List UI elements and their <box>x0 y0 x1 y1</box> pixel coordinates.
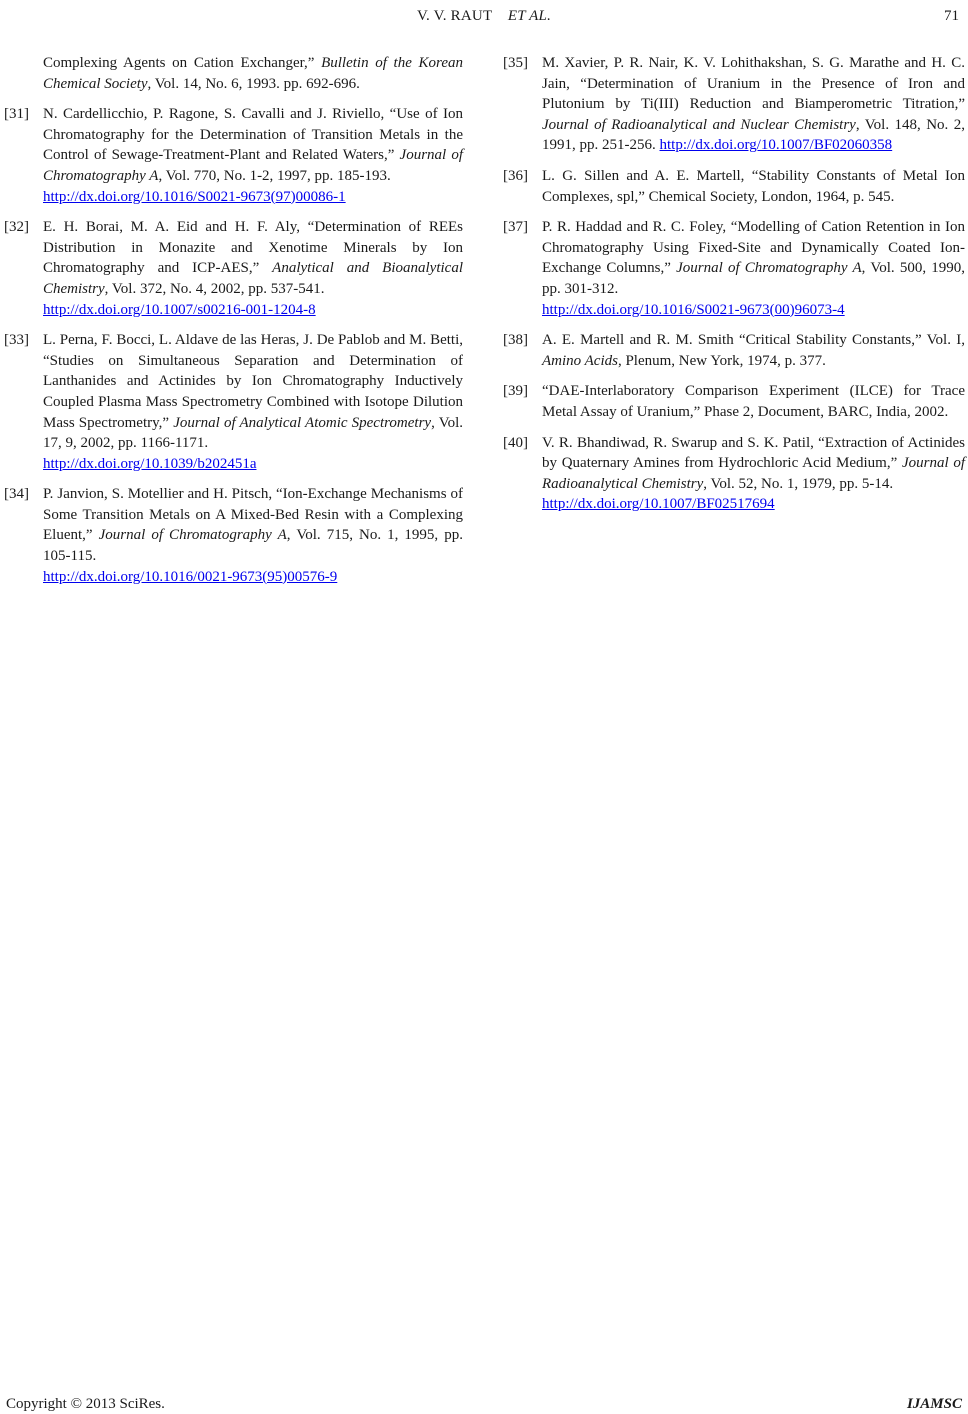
reference-text: A. E. Martell and R. M. Smith “Critical Stability Constants,” Vol. I, <box>542 332 965 349</box>
reference-number: [34] <box>4 486 29 503</box>
reference-text: , Vol. 770, No. 1-2, 1997, pp. 185-193. <box>158 167 391 184</box>
reference-number: [33] <box>4 332 29 349</box>
reference-item <box>503 433 965 515</box>
reference-journal: Bulletin of the Korean Chemical Society <box>43 55 463 92</box>
reference-text: , Vol. 372, No. 4, 2002, pp. 537-541. <box>104 280 325 297</box>
reference-item <box>503 166 965 207</box>
reference-item <box>4 484 463 587</box>
reference-text: “DAE-Interlaboratory Comparison Experiment (ILCE) for Trace Metal Assay of Uranium,” Phase 2, Document, BARC, India, 2002. <box>542 383 965 420</box>
reference-text: L. G. Sillen and A. E. Martell, “Stability Constants of Metal Ion Complexes, spl,” Chemical Society, London, 1964, p. 545. <box>542 167 965 205</box>
reference-number: [39] <box>503 383 528 400</box>
journal-abbreviation: IJAMSC <box>906 1396 962 1412</box>
reference-journal: Journal of Radioanalytical Chemistry <box>542 455 965 492</box>
reference-journal: Amino Acids <box>542 352 618 369</box>
reference-number: [37] <box>503 219 528 236</box>
reference-text: P. R. Haddad and R. C. Foley, “Modelling of Cation Retention in Ion Chromatography Using Fixed-Site and Dynamically Coated Ion-Exchange Columns,” <box>542 219 965 277</box>
reference-journal: Journal of Chromatography A <box>676 260 862 277</box>
reference-text: E. H. Borai, M. A. Eid and H. F. Aly, “Determination of REEs Distribution in Monazite and Xenotime Minerals by Ion Chromatography and ICP-AES,” <box>43 219 463 277</box>
reference-text: , Plenum, New York, 1974, p. 377. <box>617 352 826 369</box>
reference-text: , Vol. 715, No. 1, 1995, pp. 105-115. <box>43 527 463 565</box>
reference-item <box>4 104 463 207</box>
reference-text: P. Janvion, S. Motellier and H. Pitsch, “Ion-Exchange Mechanisms of Some Transition Metals on A Mixed-Bed Resin with a Complexing Eluent,” <box>43 486 463 544</box>
reference-text: L. Perna, F. Bocci, L. Aldave de las Heras, J. De Pablob and M. Betti, “Studies on Simultaneous Separation and Determination of Lanthanides and Actinides by Ion Chromatography Inductively Coupled Plasma Mass Spectrometry Combined with Isotope Dilution Mass Spectrometry,” <box>43 332 463 431</box>
page-header <box>0 6 968 26</box>
reference-number: [40] <box>503 434 528 451</box>
reference-list <box>4 104 463 587</box>
copyright-notice: Copyright © 2013 SciRes. <box>6 1396 165 1412</box>
reference-text: , Vol. 148, No. 2, 1991, pp. 251-256. <box>542 116 965 154</box>
doi-link[interactable]: http://dx.doi.org/10.1007/s00216-001-1204-8 <box>43 301 316 318</box>
doi-link[interactable]: http://dx.doi.org/10.1007/BF02517694 <box>542 496 775 513</box>
running-author <box>0 6 968 26</box>
references-right-column <box>503 53 965 525</box>
reference-journal: Journal of Analytical Atomic Spectrometry <box>173 414 432 431</box>
reference-number: [36] <box>503 167 528 184</box>
page-number: 71 <box>944 8 959 24</box>
reference-journal: Journal of Radioanalytical and Nuclear Chemistry <box>542 116 856 133</box>
reference-item <box>503 217 965 320</box>
reference-text: , Vol. 52, No. 1, 1979, pp. 5-14. <box>703 475 894 492</box>
reference-journal: Analytical and Bioanalytical Chemistry <box>43 260 463 297</box>
doi-link[interactable]: http://dx.doi.org/10.1016/0021-9673(95)00576-9 <box>43 568 338 585</box>
reference-item <box>4 330 463 474</box>
reference-number: [38] <box>503 332 528 349</box>
reference-number: [31] <box>4 106 29 123</box>
running-author-etal: ET AL. <box>507 8 552 24</box>
doi-link[interactable]: http://dx.doi.org/10.1016/S0021-9673(97)00086-1 <box>43 188 346 205</box>
reference-number: [35] <box>503 55 528 71</box>
page-footer <box>0 1394 968 1414</box>
reference-item <box>4 217 463 320</box>
reference-journal: Journal of Chromatography A <box>43 147 463 184</box>
reference-text: , Vol. 14, No. 6, 1993. pp. 692-696. <box>147 75 360 92</box>
running-author-name: V. V. RAUT <box>416 8 493 24</box>
reference-list <box>503 53 965 515</box>
reference-journal: Journal of Chromatography A <box>98 527 287 544</box>
doi-link[interactable]: http://dx.doi.org/10.1039/b202451a <box>43 455 257 472</box>
reference-item <box>503 381 965 422</box>
doi-link[interactable]: http://dx.doi.org/10.1007/BF02060358 <box>659 137 893 154</box>
references-left-column <box>4 53 463 597</box>
reference-text: M. Xavier, P. R. Nair, K. V. Lohithakshan, S. G. Marathe and H. C. Jain, “Determination of Uranium in the Presence of Iron and Plutonium by Ti(III) Reduction and Biamperometric Titration,” <box>542 55 965 113</box>
reference-text: , Vol. 500, 1990, pp. 301-312. <box>542 260 965 297</box>
reference-continued <box>4 53 463 94</box>
reference-text: , Vol. 17, 9, 2002, pp. 1166-1171. <box>43 414 464 452</box>
reference-text: Complexing Agents on Cation Exchanger,” <box>43 55 322 71</box>
reference-text: N. Cardellicchio, P. Ragone, S. Cavalli and J. Riviello, “Use of Ion Chromatography for the Determination of Transition Metals in the Control of Sewage-Treatment-Plant and Related Waters,” <box>43 106 463 164</box>
reference-number: [32] <box>4 219 29 236</box>
reference-text: V. R. Bhandiwad, R. Swarup and S. K. Patil, “Extraction of Actinides by Quaternary Amines from Hydrochloric Acid Medium,” <box>542 434 965 472</box>
reference-item <box>503 53 965 156</box>
doi-link[interactable]: http://dx.doi.org/10.1016/S0021-9673(00)96073-4 <box>542 301 845 318</box>
reference-item <box>503 330 965 371</box>
